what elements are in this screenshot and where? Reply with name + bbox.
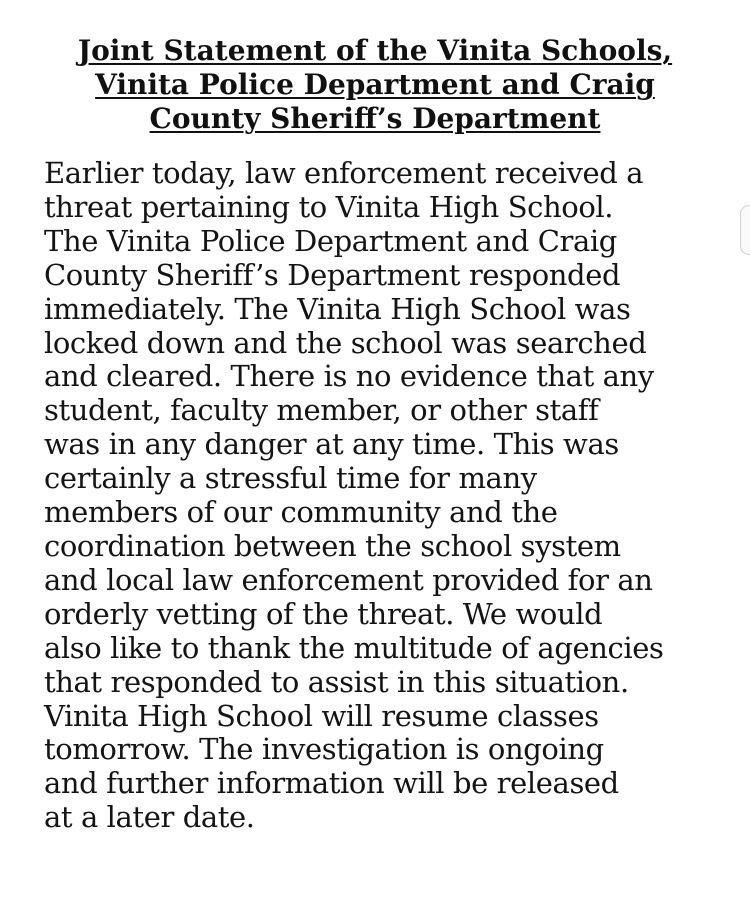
title-line: County Sheriff’s Department <box>149 102 601 135</box>
body-line: was in any danger at any time. This was <box>44 427 619 462</box>
title-line: Joint Statement of the Vinita Schools, <box>77 34 673 67</box>
body-line: student, faculty member, or other staff <box>44 393 599 428</box>
title-line: Vinita Police Department and Craig <box>95 68 655 101</box>
body-line: County Sheriff’s Department responded <box>44 257 621 292</box>
body-line: coordination between the school system <box>44 528 621 563</box>
body-line: threat pertaining to Vinita High School. <box>44 189 614 224</box>
body-line: that responded to assist in this situation. <box>44 664 629 699</box>
body-line: and local law enforcement provided for an <box>44 562 653 597</box>
body-line: and further information will be released <box>44 766 619 801</box>
body-line: and cleared. There is no evidence that any <box>44 359 654 394</box>
body-line: immediately. The Vinita High School was <box>44 291 631 326</box>
body-line: certainly a stressful time for many <box>44 461 537 496</box>
body-line: also like to thank the multitude of agencies <box>44 630 664 665</box>
body-line: Vinita High School will resume classes <box>44 698 599 733</box>
body-line: locked down and the school was searched <box>44 325 647 360</box>
body-line: members of our community and the <box>44 495 558 530</box>
body-line: The Vinita Police Department and Craig <box>44 223 617 258</box>
body-line: at a later date. <box>44 800 255 835</box>
edge-scroll-handle[interactable] <box>740 205 750 255</box>
statement-title <box>40 34 710 136</box>
body-line: Earlier today, law enforcement received a <box>44 156 644 190</box>
body-line: orderly vetting of the threat. We would <box>44 596 603 631</box>
statement-body <box>44 157 734 835</box>
body-line: tomorrow. The investigation is ongoing <box>44 732 604 767</box>
